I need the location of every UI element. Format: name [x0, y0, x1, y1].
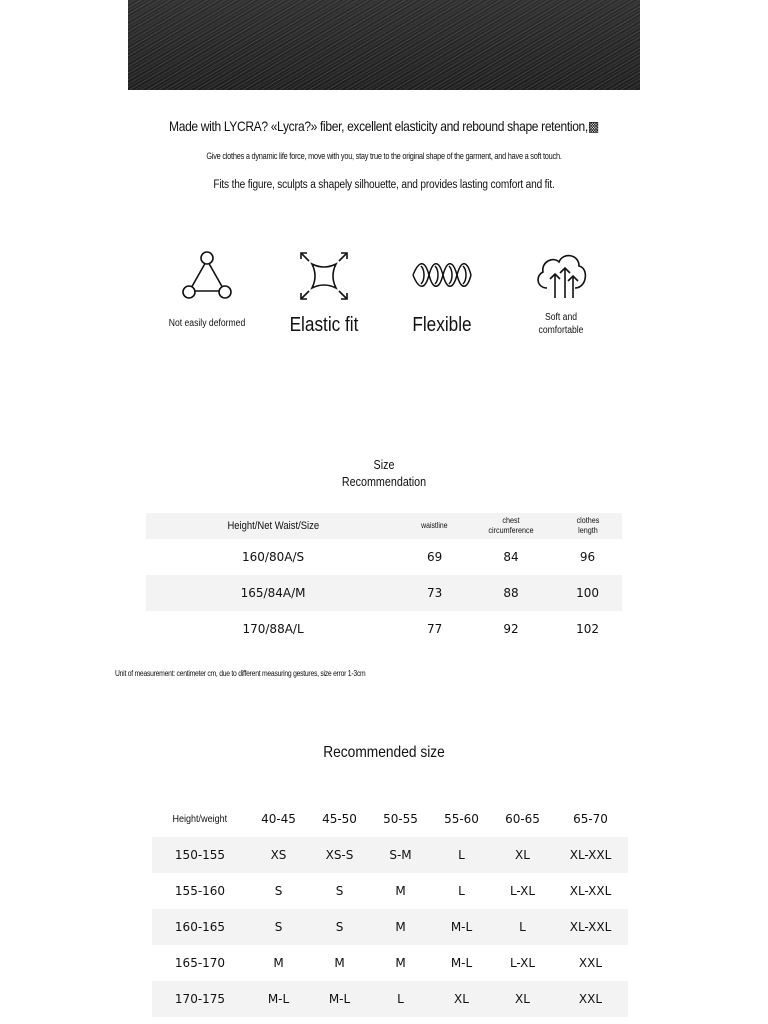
feature-label: Not easily deformed [168, 318, 246, 329]
cell-height: 150-155 [174, 848, 226, 862]
cell-size: XL-XXL [569, 920, 612, 934]
table-row [146, 611, 622, 647]
header-weight-range: 50-55 [383, 812, 418, 826]
cell-size: 165/84A/M [240, 586, 306, 600]
cloud-arrows-icon [533, 250, 589, 302]
table-row [152, 981, 628, 1017]
cell-length: 96 [579, 550, 596, 564]
cell-size: M [395, 956, 406, 970]
cell-chest: 88 [503, 586, 519, 600]
cell-chest: 92 [503, 622, 519, 636]
cell-size: S [274, 920, 283, 934]
cell-waist: 77 [426, 622, 443, 636]
header-length: clothes length [576, 516, 599, 535]
cell-size: L [397, 992, 404, 1006]
cell-length: 100 [576, 586, 599, 600]
cell-size: S [335, 920, 344, 934]
cell-size: M [395, 884, 406, 898]
feature-label: Soft and comfortable [538, 312, 584, 336]
cell-size: L-XL [509, 956, 536, 970]
cell-size: M [395, 920, 406, 934]
header-size: Height/Net Waist/Size [227, 520, 319, 532]
size-recommendation-title [54, 457, 714, 491]
cell-size: S [274, 884, 283, 898]
size-table [146, 513, 622, 647]
recommended-header-row [152, 801, 628, 837]
table-row [146, 539, 622, 575]
stretch-arrows-icon [298, 250, 350, 302]
cell-length: 102 [576, 622, 599, 636]
header-weight-range: 45-50 [322, 812, 357, 826]
cell-waist: 73 [426, 586, 443, 600]
cell-waist: 69 [426, 550, 443, 564]
cell-height: 165-170 [174, 956, 226, 970]
size-title-line-1: Size [373, 458, 395, 472]
cell-size: L [458, 884, 465, 898]
recommended-size-table [152, 801, 628, 1017]
cell-size: XS-S [325, 848, 354, 862]
feature-soft-comfortable [491, 250, 631, 337]
cell-size: XXL [578, 992, 603, 1006]
cell-size: 170/88A/L [242, 622, 304, 636]
header-weight-range: 40-45 [261, 812, 296, 826]
size-table-header [146, 513, 622, 539]
description-line-1: Give clothes a dynamic life force, move with you, stay true to the original shape of the garment, and have a soft touch. [206, 151, 562, 161]
cell-height: 170-175 [174, 992, 226, 1006]
cell-size: 160/80A/S [242, 550, 305, 564]
cell-size: XS [270, 848, 287, 862]
cell-size: XL [515, 848, 530, 862]
cell-size: XL [454, 992, 469, 1006]
cell-size: S [335, 884, 344, 898]
feature-label: Flexible [412, 314, 472, 336]
measurement-note: Unit of measurement: centimeter cm, due to different measuring gestures, size error 1-3cm [115, 669, 366, 678]
cell-size: L [519, 920, 526, 934]
description-line-2: Fits the figure, sculpts a shapely silhouette, and provides lasting comfort and fit. [213, 179, 555, 191]
cell-size: M [334, 956, 345, 970]
cell-size: XL-XXL [569, 848, 612, 862]
recommended-size-title: Recommended size [323, 744, 445, 761]
cell-chest: 84 [503, 550, 519, 564]
table-row [152, 909, 628, 945]
header-height-weight: Height/weight [172, 813, 228, 825]
header-weight-range: 60-65 [505, 812, 540, 826]
cell-size: M-L [267, 992, 290, 1006]
table-row [146, 575, 622, 611]
fabric-texture-image [128, 0, 640, 90]
cell-size: XXL [578, 956, 603, 970]
header-waistline: waistline [421, 521, 448, 530]
cell-size: XL-XXL [569, 884, 612, 898]
cell-size: M-L [328, 992, 351, 1006]
header-chest: chest circumference [488, 516, 534, 535]
cell-size: L-XL [509, 884, 536, 898]
table-row [152, 837, 628, 873]
feature-label: Elastic fit [289, 314, 359, 336]
table-row [152, 945, 628, 981]
triangle-nodes-icon [179, 250, 235, 302]
cell-size: XL [515, 992, 530, 1006]
cell-size: S-M [389, 848, 412, 862]
header-weight-range: 65-70 [573, 812, 608, 826]
headline: Made with LYCRA? «Lycra?» fiber, excellent elasticity and rebound shape retention,▩ [169, 118, 599, 134]
cell-size: M-L [450, 920, 473, 934]
table-row [152, 873, 628, 909]
cell-height: 155-160 [174, 884, 226, 898]
coil-icon [411, 250, 473, 300]
cell-height: 160-165 [174, 920, 226, 934]
size-title-line-2: Recommendation [341, 475, 427, 489]
header-weight-range: 55-60 [444, 812, 479, 826]
cell-size: L [458, 848, 465, 862]
cell-size: M [273, 956, 284, 970]
cell-size: M-L [450, 956, 473, 970]
